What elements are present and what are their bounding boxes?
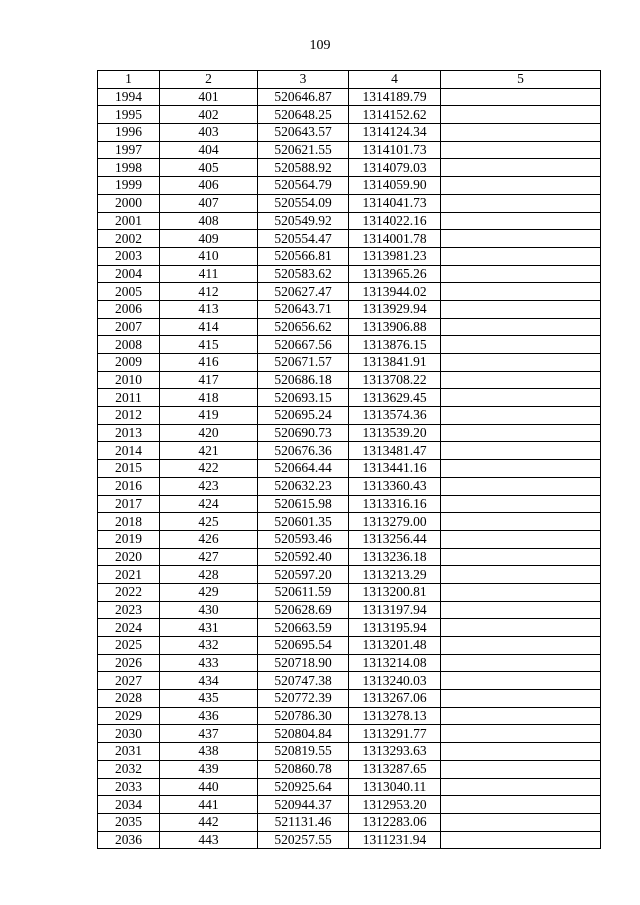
table-row (98, 495, 601, 513)
x-coordinate-cell: 520554.09 (258, 194, 349, 212)
row-number-cell: 2020 (98, 548, 160, 566)
point-number-cell: 432 (160, 637, 258, 655)
note-cell (441, 566, 601, 584)
note-cell (441, 389, 601, 407)
point-number-cell: 441 (160, 796, 258, 814)
table-row (98, 619, 601, 637)
y-coordinate-cell: 1314189.79 (349, 88, 441, 106)
y-coordinate-cell: 1314001.78 (349, 230, 441, 248)
y-coordinate-cell: 1313981.23 (349, 247, 441, 265)
table-row (98, 212, 601, 230)
row-number-cell: 2029 (98, 707, 160, 725)
table-row (98, 230, 601, 248)
table-row (98, 124, 601, 142)
row-number-cell: 2017 (98, 495, 160, 513)
row-number-cell: 2024 (98, 619, 160, 637)
point-number-cell: 421 (160, 442, 258, 460)
y-coordinate-cell: 1313267.06 (349, 690, 441, 708)
note-cell (441, 106, 601, 124)
note-cell (441, 283, 601, 301)
table-row (98, 354, 601, 372)
point-number-cell: 416 (160, 354, 258, 372)
table-row (98, 88, 601, 106)
point-number-cell: 434 (160, 672, 258, 690)
y-coordinate-cell: 1313256.44 (349, 530, 441, 548)
point-number-cell: 410 (160, 247, 258, 265)
row-number-cell: 2036 (98, 831, 160, 849)
x-coordinate-cell: 520621.55 (258, 141, 349, 159)
y-coordinate-cell: 1314041.73 (349, 194, 441, 212)
note-cell (441, 194, 601, 212)
row-number-cell: 2002 (98, 230, 160, 248)
table-header-row (98, 71, 601, 89)
row-number-cell: 2032 (98, 760, 160, 778)
column-header-4: 4 (349, 71, 441, 89)
note-cell (441, 725, 601, 743)
note-cell (441, 318, 601, 336)
note-cell (441, 477, 601, 495)
x-coordinate-cell: 520554.47 (258, 230, 349, 248)
table-row (98, 407, 601, 425)
table-row (98, 583, 601, 601)
row-number-cell: 2019 (98, 530, 160, 548)
point-number-cell: 418 (160, 389, 258, 407)
x-coordinate-cell: 520648.25 (258, 106, 349, 124)
y-coordinate-cell: 1313240.03 (349, 672, 441, 690)
note-cell (441, 141, 601, 159)
row-number-cell: 2027 (98, 672, 160, 690)
table-row (98, 743, 601, 761)
x-coordinate-cell: 520601.35 (258, 513, 349, 531)
y-coordinate-cell: 1313200.81 (349, 583, 441, 601)
note-cell (441, 371, 601, 389)
table-row (98, 672, 601, 690)
y-coordinate-cell: 1314022.16 (349, 212, 441, 230)
coordinates-table (97, 70, 601, 849)
point-number-cell: 442 (160, 813, 258, 831)
y-coordinate-cell: 1313574.36 (349, 407, 441, 425)
note-cell (441, 831, 601, 849)
note-cell (441, 460, 601, 478)
row-number-cell: 2030 (98, 725, 160, 743)
x-coordinate-cell: 520643.71 (258, 300, 349, 318)
note-cell (441, 354, 601, 372)
note-cell (441, 743, 601, 761)
point-number-cell: 414 (160, 318, 258, 336)
note-cell (441, 177, 601, 195)
x-coordinate-cell: 520583.62 (258, 265, 349, 283)
point-number-cell: 420 (160, 424, 258, 442)
row-number-cell: 2004 (98, 265, 160, 283)
point-number-cell: 402 (160, 106, 258, 124)
row-number-cell: 2006 (98, 300, 160, 318)
y-coordinate-cell: 1313929.94 (349, 300, 441, 318)
table-row (98, 477, 601, 495)
row-number-cell: 2009 (98, 354, 160, 372)
page-number: 109 (309, 38, 331, 53)
table-row (98, 159, 601, 177)
table-row (98, 831, 601, 849)
x-coordinate-cell: 520597.20 (258, 566, 349, 584)
note-cell (441, 124, 601, 142)
note-cell (441, 265, 601, 283)
note-cell (441, 247, 601, 265)
note-cell (441, 300, 601, 318)
x-coordinate-cell: 520632.23 (258, 477, 349, 495)
note-cell (441, 601, 601, 619)
row-number-cell: 1999 (98, 177, 160, 195)
x-coordinate-cell: 520611.59 (258, 583, 349, 601)
x-coordinate-cell: 520693.15 (258, 389, 349, 407)
x-coordinate-cell: 520786.30 (258, 707, 349, 725)
table-row (98, 194, 601, 212)
row-number-cell: 2001 (98, 212, 160, 230)
table-row (98, 141, 601, 159)
x-coordinate-cell: 520664.44 (258, 460, 349, 478)
y-coordinate-cell: 1313708.22 (349, 371, 441, 389)
row-number-cell: 2031 (98, 743, 160, 761)
x-coordinate-cell: 520747.38 (258, 672, 349, 690)
note-cell (441, 760, 601, 778)
column-header-1: 1 (98, 71, 160, 89)
x-coordinate-cell: 521131.46 (258, 813, 349, 831)
y-coordinate-cell: 1312953.20 (349, 796, 441, 814)
note-cell (441, 407, 601, 425)
y-coordinate-cell: 1313360.43 (349, 477, 441, 495)
y-coordinate-cell: 1313539.20 (349, 424, 441, 442)
table-row (98, 283, 601, 301)
point-number-cell: 439 (160, 760, 258, 778)
note-cell (441, 442, 601, 460)
row-number-cell: 2010 (98, 371, 160, 389)
row-number-cell: 2012 (98, 407, 160, 425)
y-coordinate-cell: 1313876.15 (349, 336, 441, 354)
x-coordinate-cell: 520588.92 (258, 159, 349, 177)
table-row (98, 424, 601, 442)
column-header-2: 2 (160, 71, 258, 89)
note-cell (441, 159, 601, 177)
note-cell (441, 619, 601, 637)
note-cell (441, 424, 601, 442)
table-row (98, 265, 601, 283)
point-number-cell: 425 (160, 513, 258, 531)
row-number-cell: 1996 (98, 124, 160, 142)
row-number-cell: 2003 (98, 247, 160, 265)
table-row (98, 460, 601, 478)
note-cell (441, 88, 601, 106)
note-cell (441, 672, 601, 690)
table-row (98, 813, 601, 831)
point-number-cell: 404 (160, 141, 258, 159)
point-number-cell: 409 (160, 230, 258, 248)
x-coordinate-cell: 520860.78 (258, 760, 349, 778)
y-coordinate-cell: 1313944.02 (349, 283, 441, 301)
x-coordinate-cell: 520695.54 (258, 637, 349, 655)
point-number-cell: 436 (160, 707, 258, 725)
row-number-cell: 2015 (98, 460, 160, 478)
row-number-cell: 2028 (98, 690, 160, 708)
x-coordinate-cell: 520566.81 (258, 247, 349, 265)
y-coordinate-cell: 1312283.06 (349, 813, 441, 831)
point-number-cell: 423 (160, 477, 258, 495)
table-row (98, 548, 601, 566)
x-coordinate-cell: 520686.18 (258, 371, 349, 389)
point-number-cell: 427 (160, 548, 258, 566)
table-row (98, 442, 601, 460)
table-row (98, 637, 601, 655)
y-coordinate-cell: 1314124.34 (349, 124, 441, 142)
point-number-cell: 415 (160, 336, 258, 354)
y-coordinate-cell: 1314079.03 (349, 159, 441, 177)
row-number-cell: 1995 (98, 106, 160, 124)
x-coordinate-cell: 520615.98 (258, 495, 349, 513)
table-row (98, 778, 601, 796)
table-row (98, 690, 601, 708)
x-coordinate-cell: 520549.92 (258, 212, 349, 230)
note-cell (441, 548, 601, 566)
table-body (98, 88, 601, 849)
y-coordinate-cell: 1313201.48 (349, 637, 441, 655)
point-number-cell: 403 (160, 124, 258, 142)
row-number-cell: 2023 (98, 601, 160, 619)
table-row (98, 371, 601, 389)
x-coordinate-cell: 520667.56 (258, 336, 349, 354)
note-cell (441, 513, 601, 531)
point-number-cell: 413 (160, 300, 258, 318)
point-number-cell: 405 (160, 159, 258, 177)
note-cell (441, 336, 601, 354)
point-number-cell: 422 (160, 460, 258, 478)
row-number-cell: 1998 (98, 159, 160, 177)
table-row (98, 513, 601, 531)
x-coordinate-cell: 520257.55 (258, 831, 349, 849)
point-number-cell: 430 (160, 601, 258, 619)
table-row (98, 566, 601, 584)
point-number-cell: 435 (160, 690, 258, 708)
row-number-cell: 2034 (98, 796, 160, 814)
note-cell (441, 707, 601, 725)
note-cell (441, 796, 601, 814)
x-coordinate-cell: 520804.84 (258, 725, 349, 743)
point-number-cell: 429 (160, 583, 258, 601)
row-number-cell: 1994 (98, 88, 160, 106)
note-cell (441, 230, 601, 248)
x-coordinate-cell: 520663.59 (258, 619, 349, 637)
note-cell (441, 212, 601, 230)
x-coordinate-cell: 520819.55 (258, 743, 349, 761)
y-coordinate-cell: 1311231.94 (349, 831, 441, 849)
row-number-cell: 1997 (98, 141, 160, 159)
row-number-cell: 2035 (98, 813, 160, 831)
row-number-cell: 2026 (98, 654, 160, 672)
table-row (98, 530, 601, 548)
table-row (98, 796, 601, 814)
point-number-cell: 437 (160, 725, 258, 743)
x-coordinate-cell: 520690.73 (258, 424, 349, 442)
x-coordinate-cell: 520772.39 (258, 690, 349, 708)
row-number-cell: 2011 (98, 389, 160, 407)
point-number-cell: 407 (160, 194, 258, 212)
note-cell (441, 530, 601, 548)
y-coordinate-cell: 1314059.90 (349, 177, 441, 195)
row-number-cell: 2008 (98, 336, 160, 354)
table-row (98, 389, 601, 407)
x-coordinate-cell: 520627.47 (258, 283, 349, 301)
y-coordinate-cell: 1313841.91 (349, 354, 441, 372)
point-number-cell: 412 (160, 283, 258, 301)
row-number-cell: 2014 (98, 442, 160, 460)
table-row (98, 106, 601, 124)
note-cell (441, 654, 601, 672)
row-number-cell: 2000 (98, 194, 160, 212)
table-row (98, 725, 601, 743)
point-number-cell: 411 (160, 265, 258, 283)
table-row (98, 654, 601, 672)
note-cell (441, 637, 601, 655)
y-coordinate-cell: 1313214.08 (349, 654, 441, 672)
point-number-cell: 431 (160, 619, 258, 637)
x-coordinate-cell: 520925.64 (258, 778, 349, 796)
table-row (98, 336, 601, 354)
point-number-cell: 426 (160, 530, 258, 548)
y-coordinate-cell: 1313965.26 (349, 265, 441, 283)
x-coordinate-cell: 520676.36 (258, 442, 349, 460)
table-row (98, 177, 601, 195)
table-row (98, 247, 601, 265)
point-number-cell: 424 (160, 495, 258, 513)
point-number-cell: 433 (160, 654, 258, 672)
row-number-cell: 2025 (98, 637, 160, 655)
point-number-cell: 406 (160, 177, 258, 195)
note-cell (441, 778, 601, 796)
point-number-cell: 428 (160, 566, 258, 584)
y-coordinate-cell: 1313441.16 (349, 460, 441, 478)
point-number-cell: 417 (160, 371, 258, 389)
point-number-cell: 401 (160, 88, 258, 106)
table-row (98, 707, 601, 725)
x-coordinate-cell: 520944.37 (258, 796, 349, 814)
table-row (98, 601, 601, 619)
x-coordinate-cell: 520593.46 (258, 530, 349, 548)
note-cell (441, 583, 601, 601)
note-cell (441, 495, 601, 513)
y-coordinate-cell: 1314152.62 (349, 106, 441, 124)
y-coordinate-cell: 1313236.18 (349, 548, 441, 566)
note-cell (441, 813, 601, 831)
y-coordinate-cell: 1313481.47 (349, 442, 441, 460)
x-coordinate-cell: 520646.87 (258, 88, 349, 106)
y-coordinate-cell: 1313040.11 (349, 778, 441, 796)
y-coordinate-cell: 1313293.63 (349, 743, 441, 761)
y-coordinate-cell: 1313197.94 (349, 601, 441, 619)
row-number-cell: 2016 (98, 477, 160, 495)
table-row (98, 300, 601, 318)
x-coordinate-cell: 520564.79 (258, 177, 349, 195)
x-coordinate-cell: 520628.69 (258, 601, 349, 619)
y-coordinate-cell: 1313291.77 (349, 725, 441, 743)
x-coordinate-cell: 520643.57 (258, 124, 349, 142)
row-number-cell: 2007 (98, 318, 160, 336)
y-coordinate-cell: 1313279.00 (349, 513, 441, 531)
y-coordinate-cell: 1313316.16 (349, 495, 441, 513)
row-number-cell: 2021 (98, 566, 160, 584)
row-number-cell: 2013 (98, 424, 160, 442)
row-number-cell: 2005 (98, 283, 160, 301)
table-row (98, 760, 601, 778)
y-coordinate-cell: 1313278.13 (349, 707, 441, 725)
point-number-cell: 408 (160, 212, 258, 230)
column-header-5: 5 (441, 71, 601, 89)
y-coordinate-cell: 1313287.65 (349, 760, 441, 778)
table-row (98, 318, 601, 336)
x-coordinate-cell: 520671.57 (258, 354, 349, 372)
x-coordinate-cell: 520695.24 (258, 407, 349, 425)
row-number-cell: 2033 (98, 778, 160, 796)
y-coordinate-cell: 1314101.73 (349, 141, 441, 159)
row-number-cell: 2022 (98, 583, 160, 601)
column-header-3: 3 (258, 71, 349, 89)
x-coordinate-cell: 520656.62 (258, 318, 349, 336)
row-number-cell: 2018 (98, 513, 160, 531)
y-coordinate-cell: 1313195.94 (349, 619, 441, 637)
y-coordinate-cell: 1313629.45 (349, 389, 441, 407)
point-number-cell: 440 (160, 778, 258, 796)
y-coordinate-cell: 1313213.29 (349, 566, 441, 584)
x-coordinate-cell: 520718.90 (258, 654, 349, 672)
point-number-cell: 443 (160, 831, 258, 849)
point-number-cell: 438 (160, 743, 258, 761)
point-number-cell: 419 (160, 407, 258, 425)
x-coordinate-cell: 520592.40 (258, 548, 349, 566)
note-cell (441, 690, 601, 708)
y-coordinate-cell: 1313906.88 (349, 318, 441, 336)
